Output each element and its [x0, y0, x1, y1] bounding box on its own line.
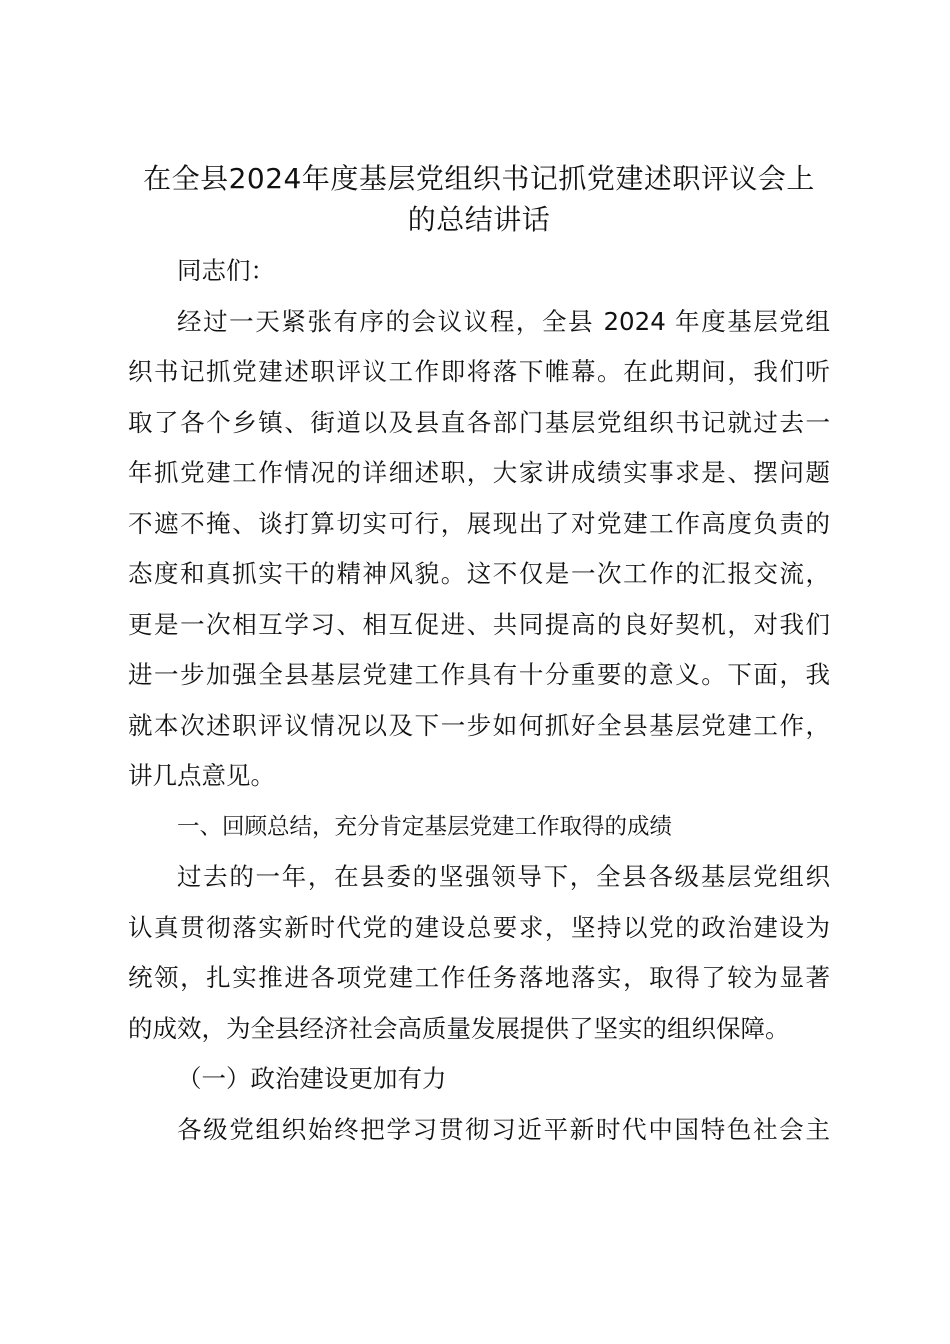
document-body	[128, 246, 830, 1155]
subsection-heading: （一）政治建设更加有力	[177, 1064, 447, 1093]
section-paragraph	[128, 852, 830, 1054]
intro-paragraph	[128, 297, 830, 802]
paragraph-line: 各级党组织始终把学习贯彻习近平新时代中国特色社会主	[177, 1114, 830, 1144]
document-title	[128, 158, 830, 240]
paragraph-line: 的成效，为全县经济社会高质量发展提供了坚实的组织保障。	[128, 1013, 790, 1043]
paragraph-line: 认真贯彻落实新时代党的建设总要求，坚持以党的政治建设为	[128, 912, 830, 942]
title-line-1: 在全县2024年度基层党组织书记抓党建述职评议会上	[143, 162, 815, 195]
paragraph-line: 取了各个乡镇、街道以及县直各部门基层党组织书记就过去一	[128, 407, 830, 437]
paragraph-line: 过去的一年，在县委的坚强领导下，全县各级基层党组织	[177, 862, 830, 891]
paragraph-line: 态度和真抓实干的精神风貌。这不仅是一次工作的汇报交流，	[128, 559, 830, 588]
subsection-paragraph	[128, 1105, 830, 1156]
paragraph-line: 讲几点意见。	[128, 761, 275, 790]
paragraph-line: 年抓党建工作情况的详细述职，大家讲成绩实事求是、摆问题	[128, 458, 830, 487]
salutation: 同志们：	[177, 256, 275, 285]
paragraph-line: 织书记抓党建述职评议工作即将落下帷幕。在此期间，我们听	[128, 357, 830, 386]
paragraph-line: 不遮不掩、谈打算切实可行，展现出了对党建工作高度负责的	[128, 508, 830, 538]
title-line-2: 的总结讲话	[407, 203, 551, 236]
paragraph-line: 进一步加强全县基层党建工作具有十分重要的意义。下面，我	[128, 660, 830, 689]
document-page	[128, 158, 830, 1155]
section-heading: 一、回顾总结，充分肯定基层党建工作取得的成绩	[177, 813, 673, 840]
paragraph-line: 更是一次相互学习、相互促进、共同提高的良好契机，对我们	[128, 609, 830, 639]
paragraph-line: 就本次述职评议情况以及下一步如何抓好全县基层党建工作，	[128, 710, 830, 740]
paragraph-line: 经过一天紧张有序的会议议程，全县 2024 年度基层党组	[177, 306, 830, 336]
paragraph-line: 统领，扎实推进各项党建工作任务落地落实，取得了较为显著	[128, 963, 830, 992]
